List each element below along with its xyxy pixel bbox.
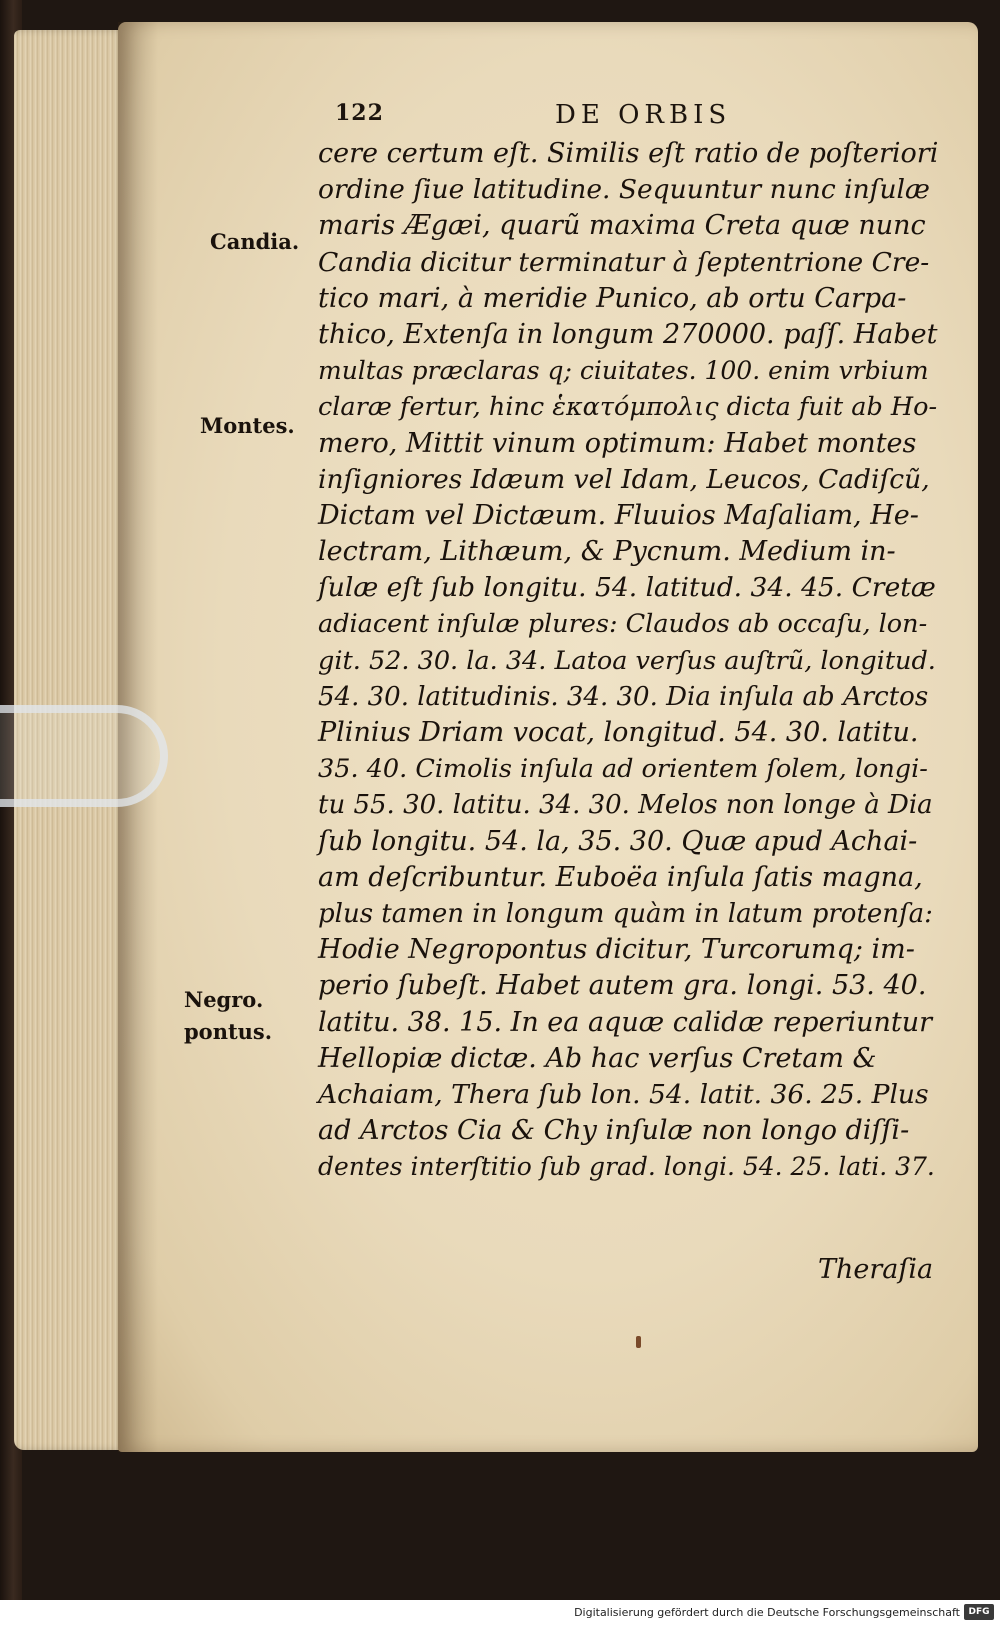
page-number: 122	[335, 100, 384, 126]
text-line: Hellopiæ dictæ. Ab hac verſus Cretam &	[318, 1042, 877, 1074]
text-line: thico, Extenſa in longum 270000. paſſ. Habet	[318, 318, 938, 350]
text-line: mero, Mittit vinum optimum: Habet montes	[318, 427, 917, 459]
text-line: latitu. 38. 15. In ea aquæ calidæ reperiuntur	[318, 1006, 933, 1038]
text-line: Achaiam, Thera ſub lon. 54. latit. 36. 25. Plus	[318, 1078, 929, 1110]
footer-bar	[0, 1600, 1000, 1626]
text-line: Dictam vel Dictæum. Fluuios Maſaliam, He-	[318, 499, 919, 531]
text-line: cere certum eſt. Similis eſt ratio de poſteriori	[318, 138, 939, 169]
text-line: ordine ſiue latitudine. Sequuntur nunc inſulæ	[318, 174, 930, 206]
catchword: Theraſia	[818, 1254, 934, 1285]
text-line: git. 52. 30. la. 34. Latoa verſus auſtrũ, longitud.	[318, 645, 936, 676]
text-line: maris Ægæi, quarũ maxima Creta quæ nunc	[318, 210, 926, 242]
running-head: DE ORBIS	[555, 100, 732, 130]
paper-stain	[636, 1336, 641, 1348]
text-line: ſub longitu. 54. la, 35. 30. Quæ apud Achai-	[318, 825, 918, 857]
text-line: multas præclaras q; ciuitates. 100. enim vrbium	[318, 356, 929, 386]
text-line: Candia dicitur terminatur à ſeptentrione Cre-	[318, 246, 930, 278]
text-line: lectram, Lithæum, & Pycnum. Medium in-	[318, 536, 896, 568]
dfg-logo: DFG	[964, 1604, 994, 1620]
text-line: Hodie Negropontus dicitur, Turcorumq; im-	[318, 934, 915, 966]
text-line: dentes interſtitio ſub grad. longi. 54. 25. lati. 37.	[318, 1152, 935, 1182]
text-line: am deſcribuntur. Euboëa inſula ſatis magna,	[318, 861, 923, 893]
margin-note-negro: Negro.	[184, 987, 264, 1012]
margin-note-candia: Candia.	[210, 229, 300, 254]
text-line: ſulæ eſt ſub longitu. 54. latitud. 34. 45. Cretæ	[318, 572, 936, 604]
text-line: inſigniores Idæum vel Idam, Leucos, Cadiſcũ,	[318, 463, 930, 495]
page-clip	[0, 705, 168, 807]
text-line: claræ fertur, hinc ἑκατόμπολις dicta fuit ab Ho-	[318, 392, 938, 423]
body-text	[318, 136, 938, 1185]
text-line: tico mari, à meridie Punico, ab ortu Carpa-	[318, 282, 907, 314]
footer-credit: Digitalisierung gefördert durch die Deutsche Forschungsgemeinschaft	[574, 1606, 960, 1619]
text-line: Plinius Driam vocat, longitud. 54. 30. latitu.	[318, 717, 919, 748]
text-line: 54. 30. latitudinis. 34. 30. Dia inſula ab Arctos	[318, 681, 929, 712]
text-line: 35. 40. Cimolis inſula ad orientem ſolem, longi-	[318, 754, 928, 785]
text-line: perio ſubeſt. Habet autem gra. longi. 53. 40.	[318, 970, 927, 1002]
text-line: adiacent inſulæ plures: Claudos ab occaſu, lon-	[318, 609, 928, 640]
text-line: ad Arctos Cia & Chy inſulæ non longo diſſi-	[318, 1115, 910, 1147]
text-line: plus tamen in longum quàm in latum protenſa:	[318, 898, 933, 929]
text-line: tu 55. 30. latitu. 34. 30. Melos non longe à Dia	[318, 790, 933, 821]
margin-note-montes: Montes.	[200, 413, 295, 438]
margin-note-pontus: pontus.	[184, 1019, 273, 1044]
